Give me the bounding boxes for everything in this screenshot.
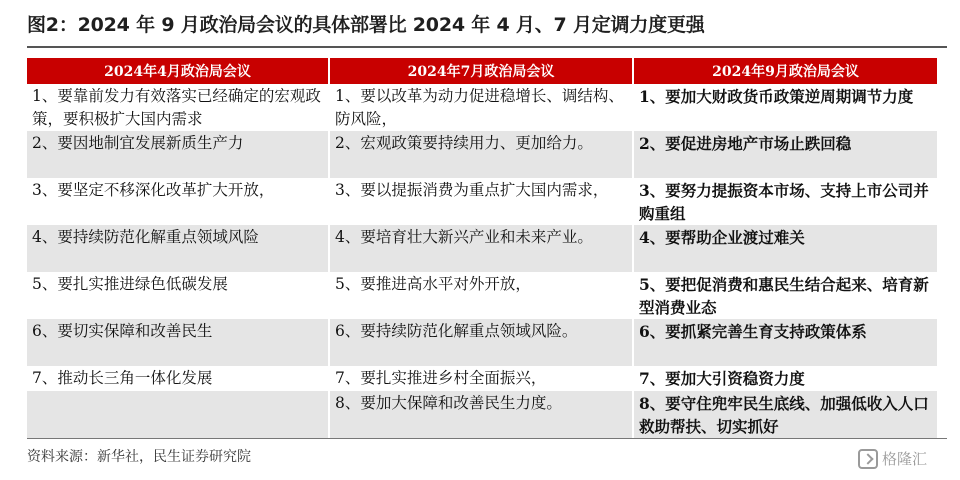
cell-september: 5、要把促消费和惠民生结合起来、培育新型消费业态	[633, 272, 937, 319]
cell-july: 2、宏观政策要持续用力、更加给力。	[329, 131, 633, 178]
footer-divider	[27, 438, 947, 439]
table-row	[27, 131, 937, 178]
table-row	[27, 84, 937, 131]
cell-april: 3、要坚定不移深化改革扩大开放，	[27, 178, 329, 225]
cell-july: 8、要加大保障和改善民生力度。	[329, 391, 633, 438]
cell-july: 4、要培育壮大新兴产业和未来产业。	[329, 225, 633, 272]
cell-april	[27, 391, 329, 438]
cell-april: 5、要扎实推进绿色低碳发展	[27, 272, 329, 319]
cell-september: 2、要促进房地产市场止跌回稳	[633, 131, 937, 178]
watermark-text: 格隆汇	[882, 450, 928, 468]
table-row	[27, 391, 937, 438]
cell-april: 4、要持续防范化解重点领域风险	[27, 225, 329, 272]
table-row	[27, 178, 937, 225]
header-july: 2024年7月政治局会议	[329, 58, 633, 84]
cell-september: 8、要守住兜牢民生底线、加强低收入人口救助帮扶、切实抓好	[633, 391, 937, 438]
watermark-logo-icon	[858, 449, 878, 469]
figure-title: 图2：2024 年 9 月政治局会议的具体部署比 2024 年 4 月、7 月定调力度更强	[27, 14, 705, 36]
table-row	[27, 272, 937, 319]
table-row	[27, 225, 937, 272]
cell-april: 7、推动长三角一体化发展	[27, 366, 329, 391]
cell-september: 4、要帮助企业渡过难关	[633, 225, 937, 272]
comparison-table	[27, 58, 937, 438]
cell-september: 1、要加大财政货币政策逆周期调节力度	[633, 84, 937, 131]
cell-april: 1、要靠前发力有效落实已经确定的宏观政策，要积极扩大国内需求	[27, 84, 329, 131]
cell-april: 6、要切实保障和改善民生	[27, 319, 329, 366]
table-row	[27, 366, 937, 391]
header-september: 2024年9月政治局会议	[633, 58, 937, 84]
title-divider	[27, 46, 947, 48]
cell-july: 7、要扎实推进乡村全面振兴，	[329, 366, 633, 391]
watermark	[858, 448, 927, 469]
cell-july: 1、要以改革为动力促进稳增长、调结构、防风险，	[329, 84, 633, 131]
table-row	[27, 319, 937, 366]
table-header-row	[27, 58, 937, 84]
header-april: 2024年4月政治局会议	[27, 58, 329, 84]
cell-july: 3、要以提振消费为重点扩大国内需求，	[329, 178, 633, 225]
cell-july: 5、要推进高水平对外开放，	[329, 272, 633, 319]
cell-september: 3、要努力提振资本市场、支持上市公司并购重组	[633, 178, 937, 225]
source-note: 资料来源：新华社，民生证券研究院	[27, 449, 251, 465]
cell-september: 6、要抓紧完善生育支持政策体系	[633, 319, 937, 366]
comparison-table-container	[27, 58, 937, 438]
cell-july: 6、要持续防范化解重点领域风险。	[329, 319, 633, 366]
cell-september: 7、要加大引资稳资力度	[633, 366, 937, 391]
cell-april: 2、要因地制宜发展新质生产力	[27, 131, 329, 178]
